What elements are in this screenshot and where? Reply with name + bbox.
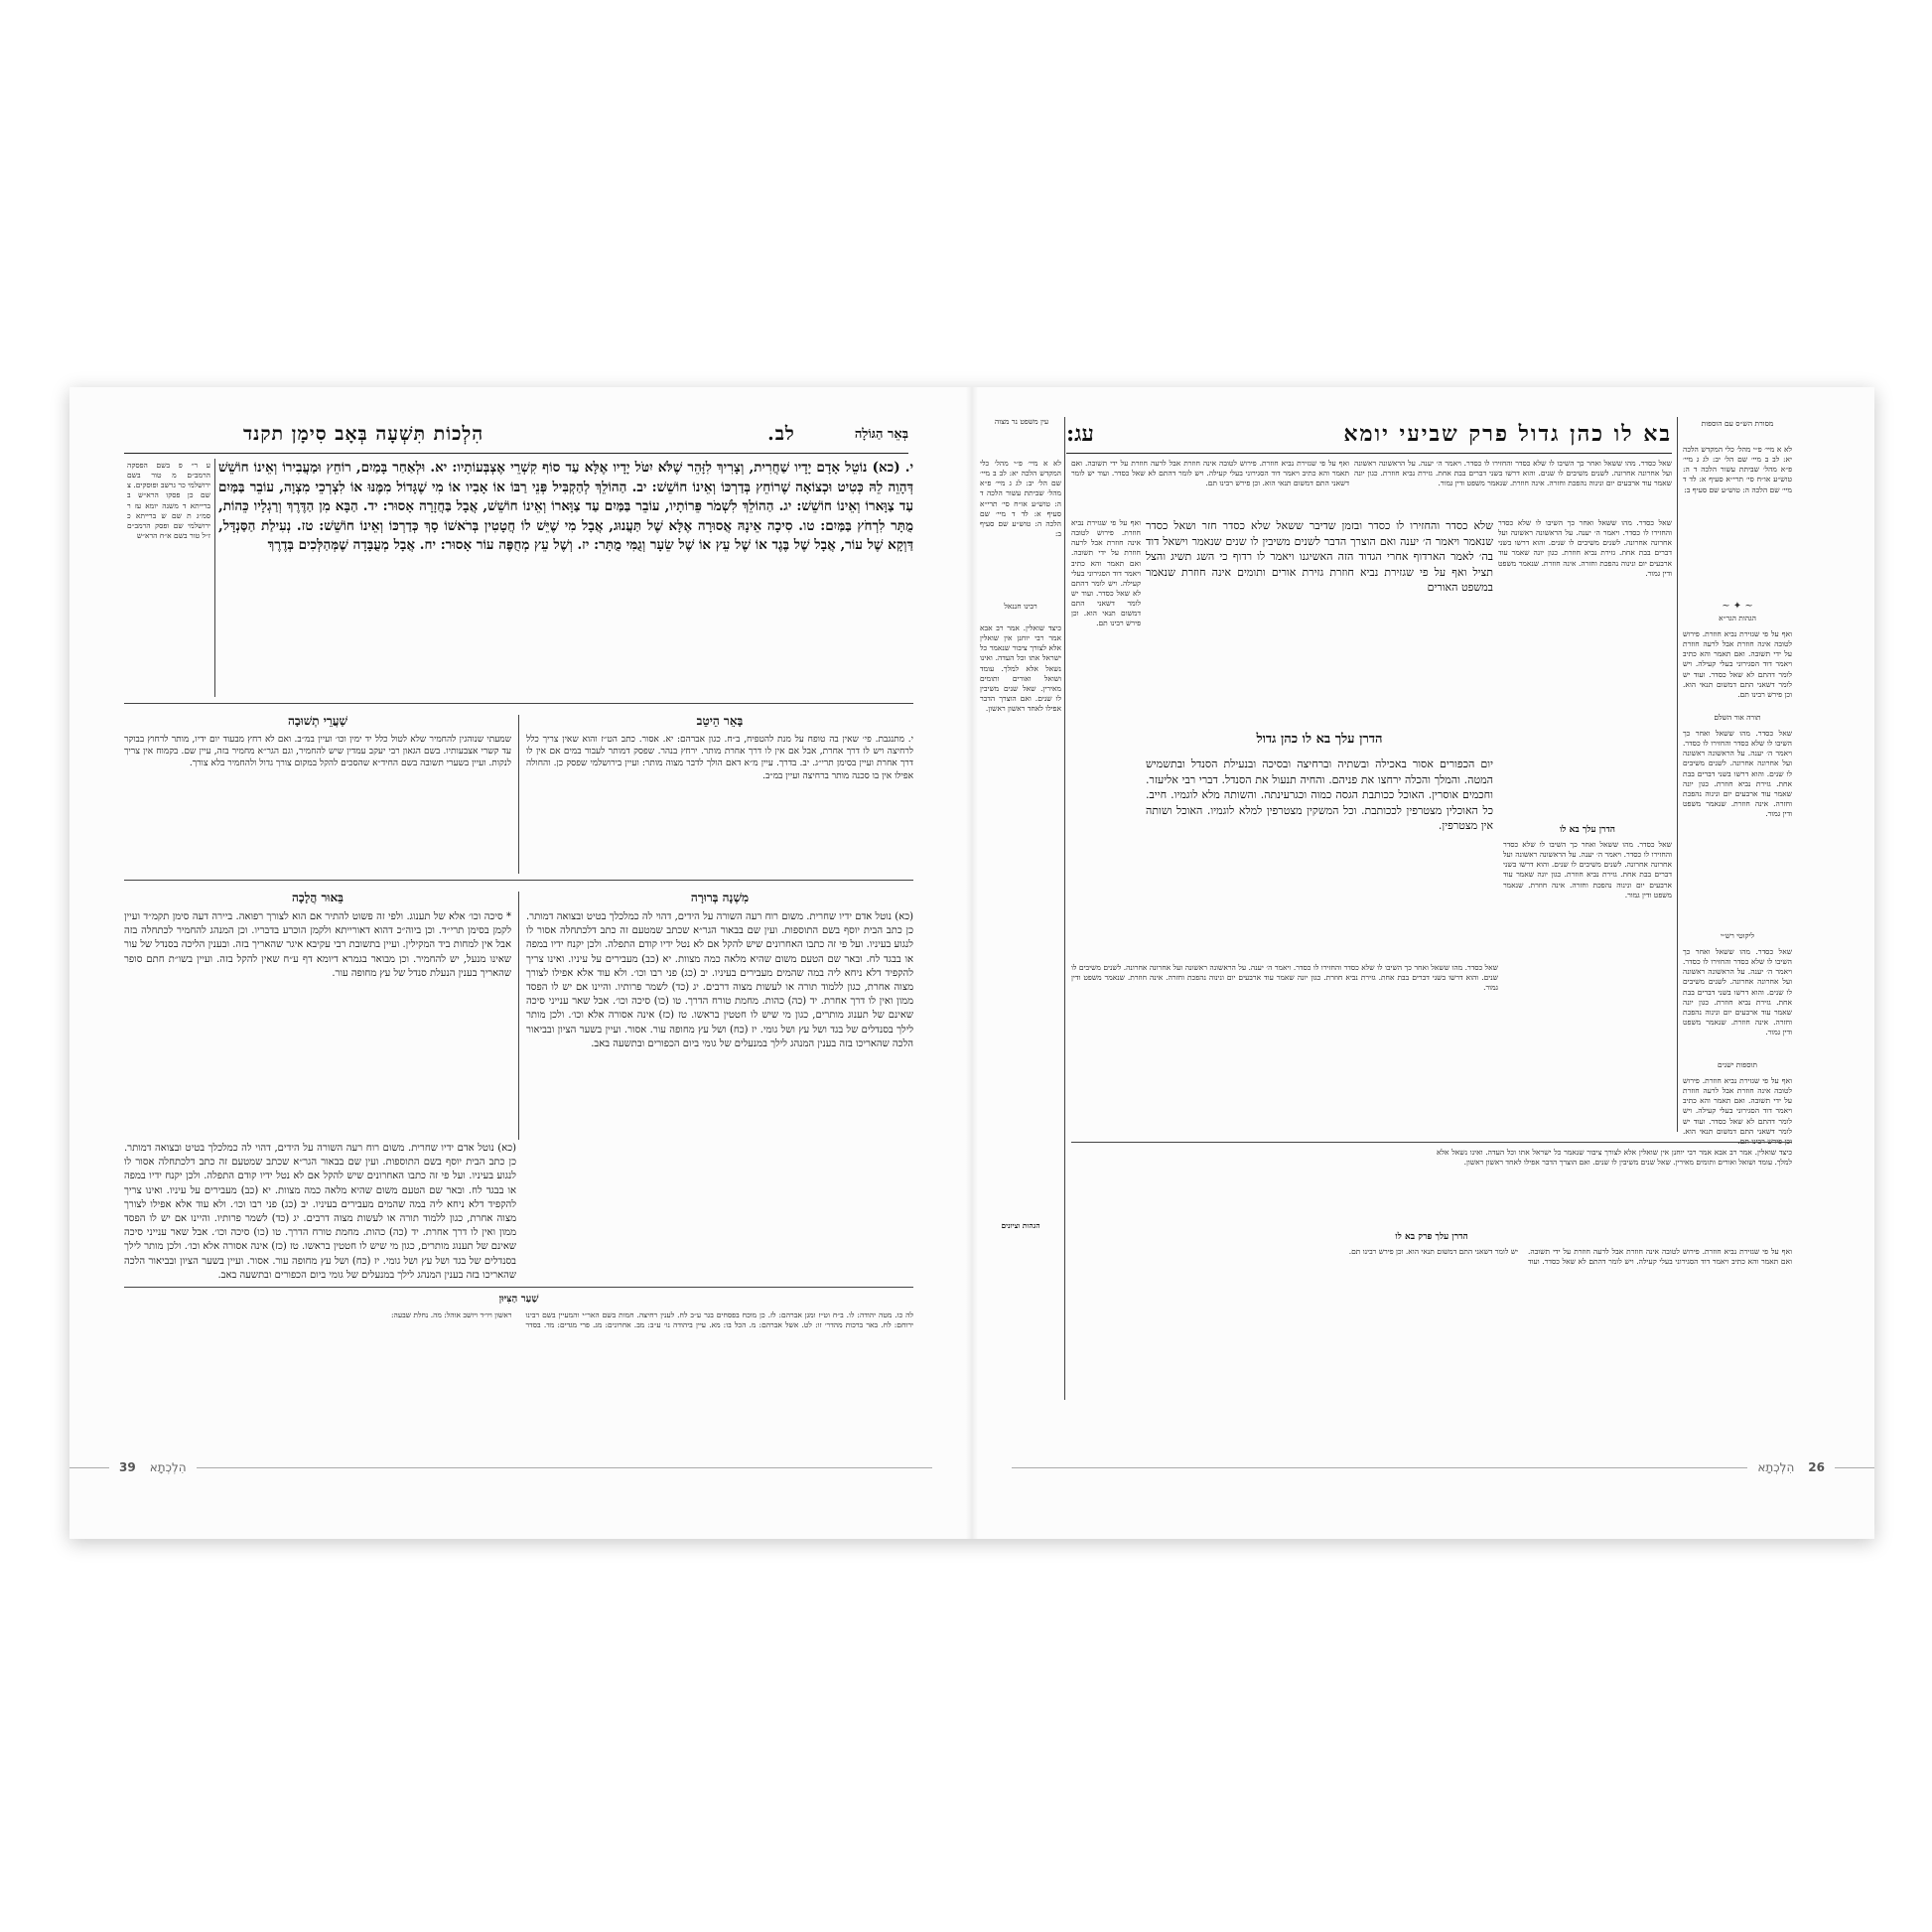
mesoret-hashas-title: מסורת הש״ס עם הוספות: [1701, 419, 1774, 428]
right-page-footer: [972, 1457, 1874, 1477]
section-divider: [124, 880, 913, 881]
biur-halacha-text: * סיכה וכו׳ אלא של תענוג. ולפי זה פשוט להתיר אם הוא לצורך רפואה. ביירה דעה סימן תקמ״ד ועיין לקמן בסימן תרי״ד. וכן ביוה״כ דהוא דאורייתא ולקמן הוכרע בדבריו. וכן המנהג להחמיר לכתחלה בזה אבל אין למחות ביד המקילין. ועיין בתשובת רבי עקיבא איגר שהאריך בזה. ובענין הליכה בסנדל של עור שאינו מנעל, יש להחמיר. וכן מבואר בגמרא דיומא דף ע״ח שאין להקל בזה. ועיין בשו״ת חתם סופר שהאריך בענין הנעלת סנדל של עץ מחופה עור.: [124, 911, 511, 979]
mishnah-text: יום הכפורים אסור באכילה ובשתיה וברחיצה ובסיכה ובנעילת הסנדל ובתשמיש המטה. והמלך והכלה ירחצו את פניהם. והחיה תנעול את הסנדל. דברי רבי אליעזר. וחכמים אוסרין. האוכל ככותבת הגסה כמוה וכגרעינתה. והשותה מלא לוגמיו. חייב. כל האוכלין מצטרפין לככותבת. וכל המשקין מצטרפין למלא לוגמיו. האוכל ושותה אין מצטרפין.: [1146, 758, 1493, 833]
left-page-footer: [69, 1457, 972, 1477]
mishnah-berurah-text: (כא) נוטל אדם ידיו שחרית. משום רוח רעה השורה על הידים, דהוי לה כמלכלך בטיט ובצואה דמותר. כן כתב הבית יוסף בשם התוספות. ועין שם בבאור הגר״א שכתב שמטעם זה כתב דלכתחלה אסור לו לנגוע בעיניו. ועל פי זה כתבו האחרונים שיש להקל אם לא נטל ידיו קודם התפלה. ולכן יקנח ידיו במפה או בבגד לח. ובאר שם הטעם משום שהיא מלאה כמה מצוות. יא (כב) מעבירים על עיניו. ואינו צריך להקפיד דלא ניחא ליה במה שהמים מעבירים בעיניו. יב (כג) פני רבו וכו׳. ולא עוד אלא אפילו לצורך מצוה אחרת, כגון ללמוד תורה או לעשות מצוה דרבים. יג (כד) לשמר פרותיו. והיינו אם יש לו הפסד ממון ואין לו דרך אחרת. יד (כה) כהות. מחמת טורח הדרך. טו (כו) סיכה וכו׳. אבל שאר ענייני סיכה שאינם של תענוג מותרים, כגון מי שיש לו חטטין בראשו. טז (כז) אינה אסורה אלא וכו׳. ולכן מותר לילך בסנדלים של בגד ושל עץ ושל גומי. יז (כח) ושל עץ מחופה עור. אסור. ועיין בשער הציון ובביאור הלכה שהאריכו בזה בענין המנהג לילך במנעלים של גומי ביום הכפורים ובתשעה באב.: [526, 911, 914, 1049]
header-rule: [124, 453, 908, 454]
shaarei-teshuvah-section: [124, 713, 511, 872]
bottom-glosses: כיצד שואלין. אמר רב אבא אמר רבי יוחנן אין שואלין אלא לצורך ציבור שנאמר כל ישראל אתו וכל העדה. ואינו נשאל אלא למלך. עומד ושואל ואורים ותומים מאירין. שאל שנים משיבין לו שנים. ואם הוצרך הדבר אפילו לאחד ראשון ראשון.: [1437, 1148, 1792, 1168]
footnotes-block: ואף על פי שגזירת נביא חוזרת. פירוש לטובה אינה חוזרת אבל לרעה חוזרת על ידי תשובה. ואם תאמר והא כתיב ויאמר דוד הסגירוני בעלי קעילה. ויש לומר דהתם לא שאל כסדר. ועוד יש לומר דשאני התם דמשום תנאי הוא. וכן פירש רבינו תם.: [1348, 1247, 1792, 1267]
rashi-column: שאל כסדר. מהו ששאל ואחר כך השיבו לו שלא כסדר והחזירו לו כסדר. ויאמר ה׳ יענה. על הראשונה ראשונה ועל אחרונה אחרונה. לשנים משיבים לו שנים. והוא דרשו בשני דברים בבת אחת. גזירת נביא חוזרת. כגון יונה שאמר עוד ארבעים יום ונינוה נהפכת וחזרה. אינה חוזרת. שנאמר משפט ודין גמור.: [1498, 518, 1672, 578]
page-number: 39: [119, 1460, 136, 1474]
ein-mishpat-label: עין משפט נר מצוה: [994, 417, 1049, 426]
shaarei-teshuvah-text: שמעתי שנוהגין להחמיר שלא לטול כלל יד ימין וכו׳ ועיין במ״ב. ואם לא רחץ מבעוד יום ידיו, מותר לרחוץ בבוקר עד קשרי אצבעותיו. בשם הגאון רבי יעקב עמדין שיש להחמיר, וגם הגר״א מחמיר בזה, עיין שם. בקמוח אין צריך לנקות. ועיין בשערי תשובה בשם החיד״א שהסכים להקל במקום צורך גדול ולהחמיר בלא צורך.: [124, 734, 511, 769]
beer-heitev-section: [526, 713, 913, 872]
rashi-lower-column: שאל כסדר. מהו ששאל ואחר כך השיבו לו שלא כסדר והחזירו לו כסדר. ויאמר ה׳ יענה. על הראשונה ראשונה ועל אחרונה אחרונה. לשנים משיבים לו שנים. והוא דרשו בשני דברים בבת אחת. גזירת נביא חוזרת. כגון יונה שאמר עוד ארבעים יום ונינוה נהפכת וחזרה. אינה חוזרת. שנאמר משפט ודין גמור.: [1503, 840, 1672, 899]
left-page-header: [124, 419, 908, 449]
right-page: [972, 387, 1874, 1539]
header-rule: [1066, 453, 1672, 454]
beer-hagolah-header: בְּאֵר הַגּוֹלָה: [854, 427, 908, 442]
main-text: י. (כא) נוֹטֵל אָדָם יָדָיו שַׁחֲרִית, וְצָרִיךְ לִזָּהֵר שֶׁלֹּא יִטֹּל יָדָיו אֶלָּא עַד סוֹף קִשְׁרֵי אֶצְבְּעוֹתָיו: יא. וּלְאַחַר בָּמַיִם, רוֹחֵץ וּמַעֲבִירוֹ וְאֵינוֹ חוֹשֵׁשׁ דְּהָוֵה לֵהּ כְּטִיט וּכְצוֹאָה שֶׁרוֹחֵץ בְּדַרְכּוֹ וְאֵינוֹ חוֹשֵׁשׁ: יב. הַהוֹלֵךְ לְהַקְבִּיל פְּנֵי רַבּוֹ אוֹ אָבִיו אוֹ מִי שֶׁגָּדוֹל מִמֶּנּוּ אוֹ לִצְרְכֵי מִצְוָה, עוֹבֵר בַּמַּיִם עַד צַוָּארוֹ וְאֵינוֹ חוֹשֵׁשׁ: יג. הַהוֹלֵךְ לִשְׁמֹר פֵּרוֹתָיו, עוֹבֵר בַּמַּיִם עַד צַוָּארוֹ וְאֵינוֹ חוֹשֵׁשׁ, אֲבָל בַּחֲזָרָה אָסוּר: יד. הַבָּא מִן הַדֶּרֶךְ וְרַגְלָיו כֵּהוֹת, מֻתָּר לִרְחֹץ בַּמַּיִם: טו. סִיכָה אֵינָהּ אֲסוּרָה אֶלָּא שֶׁל תַּעֲנוּג, אֲבָל מִי שֶׁיֵּשׁ לוֹ חֲטָטִין בְּרֹאשׁוֹ סָךְ כְּדַרְכּוֹ וְאֵינוֹ חוֹשֵׁשׁ: טז. נְעִילַת הַסַּנְדָּל, דַּוְקָא שֶׁל עוֹר, אֲבָל שֶׁל בֶּגֶד אוֹ שֶׁל עֵץ אוֹ שֶׁל שֵׂעָר וְגֻמִּי מֻתָּר: יז. וְשֶׁל עֵץ מְחֻפֶּה עוֹר אָסוּר: יח. אֲבָל מְעֻבָּדָה שֶׁמְּהַלְּכִים בְּדֶרֶךְ: [218, 460, 913, 554]
shaarei-teshuvah-title: שַׁעֲרֵי תְשׁוּבָה: [287, 714, 348, 728]
daf-number: עג:: [1066, 421, 1094, 447]
section-divider: [124, 703, 913, 704]
chapter-title-small: הדרן עלך בא לו: [1560, 825, 1615, 835]
rabbenu-chananel-title: רבינו חננאל: [1004, 602, 1037, 611]
biur-halacha-continued: (כא) נוטל אדם ידיו שחרית. משום רוח רעה השורה על הידים, דהוי לה כמלכלך בטיט ובצואה דמותר. כן כתב הבית יוסף בשם התוספות. ועין שם בבאור הגר״א שכתב שמטעם זה כתב דלכתחלה אסור לו לנגוע בעיניו. ועל פי זה כתבו האחרונים שיש להקל אם לא נטל ידיו קודם התפלה. ולכן יקנח ידיו במפה או בבגד לח. ובאר שם הטעם משום שהיא מלאה כמה מצוות. יא (כב) מעבירים על עיניו. ואינו צריך להקפיד דלא ניחא ליה במה שהמים מעבירים בעיניו. יב (כג) פני רבו וכו׳. ולא עוד אלא אפילו לצורך מצוה אחרת, כגון ללמוד תורה או לעשות מצוה דרבים. יג (כד) לשמר פרותיו. והיינו אם יש לו הפסד ממון ואין לו דרך אחרת. יד (כה) כהות. מחמת טורח הדרך. טו (כו) סיכה וכו׳. אבל שאר ענייני סיכה שאינם של תענוג מותרים, כגון מי שיש לו חטטין בראשו. טז (כז) אינה אסורה אלא וכו׳. ולכן מותר לילך בסנדלים של בגד ושל עץ ושל גומי. יז (כח) ושל עץ מחופה עור. אסור. ועיין בשער הציון ובביאור הלכה שהאריכו בזה בענין המנהג לילך במנעלים של גומי ביום הכפורים ובתשעה באב.: [124, 1143, 516, 1281]
mesoret-hashas-column: לא א מיי׳ פ״י מהל׳ כלי המקדש הלכה יא: לב ב מיי׳ שם הל׳ יב: לג ג מיי׳ פ״א מהל׳ שביתת עשור הלכה ד ה: טוש״ע או״ח סי׳ תרי״א סעיף א: לד ד מיי׳ שם הלכה ה: טוש״ע שם סעיף ב:: [1683, 445, 1792, 494]
page-title: הִלְכוֹת תִּשְׁעָה בְּאָב סִימָן תקנד: [243, 422, 484, 445]
left-page: [69, 387, 972, 1539]
hagahot-hagra-column: ואף על פי שגזירת נביא חוזרת. פירוש לטובה אינה חוזרת אבל לרעה חוזרת על ידי תשובה. ואם תאמר והא כתיב ויאמר דוד הסגירוני בעלי קעילה. ויש לומר דהתם לא שאל כסדר. ועוד יש לומר דשאני התם דמשום תנאי הוא. וכן פירש רבינו תם.: [1683, 629, 1792, 699]
shaar-hatziyun-section: [124, 1293, 913, 1362]
chapter-title-bottom: הדרן עלך פרק בא לו: [1395, 1232, 1468, 1242]
tosafot-top: ואף על פי שגזירת נביא חוזרת. פירוש לטובה אינה חוזרת אבל לרעה חוזרת על ידי תשובה. ואם תאמר והא כתיב ויאמר דוד הסגירוני בעלי קעילה. ויש לומר דהתם לא שאל כסדר. ועוד יש לומר דשאני התם דמשום תנאי הוא. וכן פירש רבינו תם.: [1071, 459, 1349, 488]
shaar-hatziyun-title: שַׁעַר הַצִּיּוּן: [498, 1294, 539, 1305]
section-divider: [124, 1287, 913, 1288]
likutei-rashi-title: ליקוטי רש״י: [1720, 931, 1755, 940]
number-header: לב.: [767, 422, 795, 445]
ornament-divider: ~ ✦ ~: [1722, 601, 1753, 612]
running-title: הִלְכְתָא: [149, 1460, 187, 1474]
beer-heitev-text: י. מתנגבת. פי׳ שאין בה טופח על מנת להטפיח, ב״ח. כגון אברהם: יא. אסור. כתב הט״ז והוא שאין צריך כלל לרחיצה ויש לו דרך אחרת, אבל אם אין לו דרך אחרת מותר. ירחץ בנהר. שפסק דמותר לעבור במים אם אין לו דרך אחרת ועיין בסימן תרי״ג. יב. בדרך. עיין מ״א דאם הולך לדבר מצוה מותר: ועיין בירושלמי שפסק כן. והחולה אפילו אין בו סכנה מותר ברחיצה ועיין במ״ב.: [526, 734, 913, 781]
beer-heitev-title: בָּאֵר הֵיטֵב: [696, 714, 744, 728]
hagahot-vetziyunim-title: הגהות וציונים: [1001, 1221, 1040, 1230]
rashi-top: שאל כסדר. מהו ששאל ואחר כך השיבו לו שלא כסדר והחזירו לו כסדר. ויאמר ה׳ יענה. על הראשונה ראשונה ועל אחרונה אחרונה. לשנים משיבים לו שנים. והוא דרשו בשני דברים בבת אחת. גזירת נביא חוזרת. כגון יונה שאמר עוד ארבעים יום ונינוה נהפכת וחזרה. אינה חוזרת. שנאמר משפט ודין גמור.: [1354, 459, 1672, 488]
column-divider: [214, 459, 215, 697]
right-page-header: [1066, 419, 1672, 449]
mishnah-berurah-title: מִשְׁנָה בְּרוּרָה: [690, 891, 750, 904]
gemara-text: שלא כסדר והחזירו לו כסדר ובזמן שדיבר ששאל שלא כסדר חזר ושאל כסדר שנאמר ויאמר ה׳ יענה ואם הוצרך הדבר לשנים משיבין לו שנים שנאמר וישאל דוד בה׳ לאמר הארדוף אחרי הגדוד הזה האשיגנו ויאמר לו רדוף כי השג תשיג והצל תציל ואף על פי שגזירת נביא חוזרת גזירת אורים ותומים אינה חוזרת שנאמר במשפט האורים: [1146, 519, 1493, 595]
chapter-end-title: הדרן עלך בא לו כהן גדול: [1256, 732, 1383, 747]
biur-halacha-title: בֵּאוּר הֲלָכָה: [292, 891, 344, 904]
hagahot-hagra-title: הגהות הגר״א: [1719, 614, 1756, 622]
column-divider: [1677, 417, 1678, 1132]
column-divider: [518, 892, 519, 1140]
ein-mishpat-column: לא א מיי׳ פ״י מהל׳ כלי המקדש הלכה יא: לב ב מיי׳ שם הל׳ יב: לג ג מיי׳ פ״א מהל׳ שביתת עשור הלכה ד ה: טוש״ע או״ח סי׳ תרי״א סעיף א: לד ד מיי׳ שם הלכה ה: טוש״ע שם סעיף ב:: [980, 459, 1061, 538]
torah-or-column: שאל כסדר. מהו ששאל ואחר כך השיבו לו שלא כסדר והחזירו לו כסדר. ויאמר ה׳ יענה. על הראשונה ראשונה ועל אחרונה אחרונה. לשנים משיבים לו שנים. והוא דרשו בשני דברים בבת אחת. גזירת נביא חוזרת. כגון יונה שאמר עוד ארבעים יום ונינוה נהפכת וחזרה. אינה חוזרת. שנאמר משפט ודין גמור.: [1683, 729, 1792, 818]
tosafot-yeshanim-title: תוספות ישנים: [1718, 1060, 1757, 1069]
column-divider: [518, 715, 519, 874]
likutei-rashi-column: שאל כסדר. מהו ששאל ואחר כך השיבו לו שלא כסדר והחזירו לו כסדר. ויאמר ה׳ יענה. על הראשונה ראשונה ועל אחרונה אחרונה. לשנים משיבים לו שנים. והוא דרשו בשני דברים בבת אחת. גזירת נביא חוזרת. כגון יונה שאמר עוד ארבעים יום ונינוה נהפכת וחזרה. אינה חוזרת. שנאמר משפט ודין גמור.: [1683, 947, 1792, 1036]
beer-hagolah-column: ע ר״ פ בשם הפסקה הרמב״ם מ טור בשם ירושלמי כר גרשב ופוסקים. צ שם כן פסקו הרא״ש ב ברייתא ד משנה יומא עז ר סמ״ג ת שם ש ברייתא כ ירושלמי שם ופסק הרמב״ם ז״ל טור בשם א״ח הרא״ש: [127, 461, 210, 540]
tosafot-column: ואף על פי שגזירת נביא חוזרת. פירוש לטובה אינה חוזרת אבל לרעה חוזרת על ידי תשובה. ואם תאמר והא כתיב ויאמר דוד הסגירוני בעלי קעילה. ויש לומר דהתם לא שאל כסדר. ועוד יש לומר דשאני התם דמשום תנאי הוא. וכן פירש רבינו תם.: [1071, 518, 1141, 628]
tosafot-yeshanim-column: ואף על פי שגזירת נביא חוזרת. פירוש לטובה אינה חוזרת אבל לרעה חוזרת על ידי תשובה. ואם תאמר והא כתיב ויאמר דוד הסגירוני בעלי קעילה. ויש לומר דהתם לא שאל כסדר. ועוד יש לומר דשאני התם דמשום תנאי הוא. וכן פירש רבינו תם.: [1683, 1076, 1792, 1146]
shaar-hatziyun-text: לה כו. מטה יהודה: לו. ב״ח וט״ז ומגן אברהם: לז. כן מוכח בפסחים בגר ע״ב לח. לענין רחיצה. חמות בשם האר״י והמעיין בשם רבינו ירוחם: לח. באר ברכות מהדר׳ זו: לט. אשל אברהם: מ. הכל בו: מא. עיין ביהודה נו׳ ע״ב: מב. אחרונים: מג. פרי מגדים: מד. בסדר ראשון ויו״ד ויושב אוהל: מה. נחלת שבעה:: [390, 1310, 913, 1329]
biur-halacha-section: [124, 890, 511, 1138]
rashi-bottom: שאל כסדר. מהו ששאל ואחר כך השיבו לו שלא כסדר והחזירו לו כסדר. ויאמר ה׳ יענה. על הראשונה ראשונה ועל אחרונה אחרונה. לשנים משיבים לו שנים. והוא דרשו בשני דברים בבת אחת. גזירת נביא חוזרת. כגון יונה שאמר עוד ארבעים יום ונינוה נהפכת וחזרה. אינה חוזרת. שנאמר משפט ודין גמור.: [1071, 963, 1498, 993]
section-divider: [1071, 1142, 1792, 1143]
torah-or-title: תורה אור השלם: [1714, 713, 1761, 722]
rabbenu-chananel-column: כיצד שואלין. אמר רב אבא אמר רבי יוחנן אין שואלין אלא לצורך ציבור שנאמר כל ישראל אתו וכל העדה. ואינו נשאל אלא למלך. עומד ושואל ואורים ותומים מאירין. שאל שנים משיבין לו שנים. ואם הוצרך הדבר אפילו לאחד ראשון ראשון.: [980, 623, 1061, 713]
page-title: בא לו כהן גדול פרק שביעי יומא: [1343, 421, 1672, 447]
book-spread: [69, 387, 1874, 1539]
running-title: הִלְכְתָא: [1757, 1460, 1795, 1474]
mishnah-berurah-section: [526, 890, 913, 1282]
page-number: 26: [1808, 1460, 1825, 1474]
